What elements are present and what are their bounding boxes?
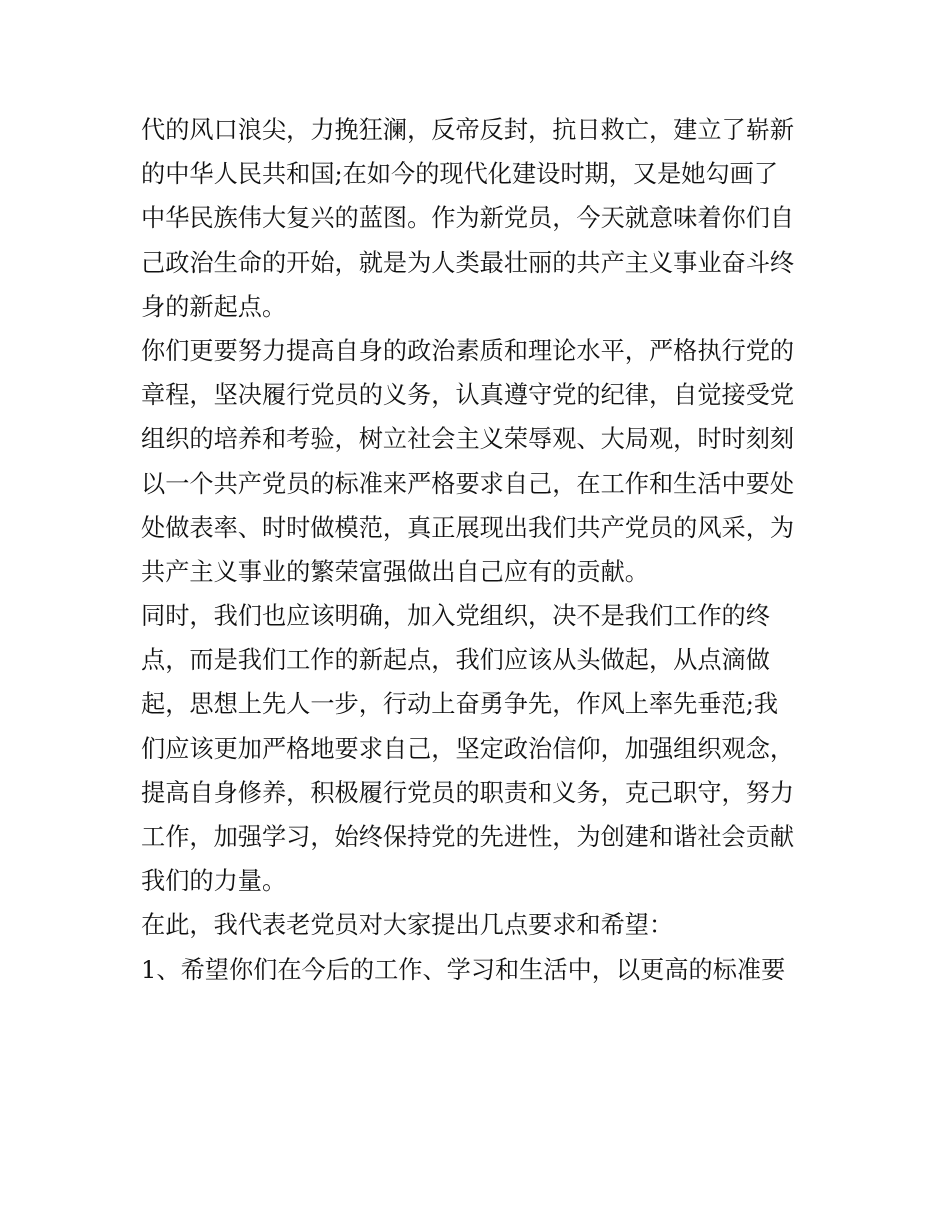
text-line-8: 组织的培养和考验，树立社会主义荣辱观、大局观，时时刻刻 [141, 425, 795, 454]
text-line-12: 同时，我们也应该明确，加入党组织，决不是我们工作的终 [141, 602, 770, 631]
text-line-20: 1、希望你们在今后的工作、学习和生活中，以更高的标准要 [141, 955, 786, 984]
text-line-1: 代的风口浪尖，力挽狂澜，反帝反封，抗日救亡，建立了崭新 [141, 116, 795, 144]
text-line-11: 共产主义事业的繁荣富强做出自己应有的贡献。 [141, 557, 649, 586]
text-line-4: 己政治生命的开始，就是为人类最壮丽的共产主义事业奋斗终 [141, 248, 795, 277]
text-line-10: 处做表率、时时做模范，真正展现出我们共产党员的风采，为 [141, 513, 795, 542]
text-line-16: 提高自身修养，积极履行党员的职责和义务，克己职守，努力 [141, 778, 795, 807]
text-line-14: 起，思想上先人一步，行动上奋勇争先，作风上率先垂范;我 [141, 690, 779, 719]
text-line-18: 我们的力量。 [141, 867, 287, 896]
text-line-9: 以一个共产党员的标准来严格要求自己，在工作和生活中要处 [141, 469, 795, 498]
text-line-7: 章程，坚决履行党员的义务，认真遵守党的纪律，自觉接受党 [141, 381, 795, 410]
text-line-13: 点，而是我们工作的新起点，我们应该从头做起，从点滴做 [141, 646, 770, 675]
text-line-6: 你们更要努力提高自身的政治素质和理论水平，严格执行党的 [141, 336, 795, 365]
text-line-2: 的中华人民共和国;在如今的现代化建设时期，又是她勾画了 [141, 160, 779, 189]
text-line-5: 身的新起点。 [141, 292, 287, 321]
text-line-3: 中华民族伟大复兴的蓝图。作为新党员，今天就意味着你们自 [141, 204, 795, 233]
body-text [141, 108, 821, 992]
text-line-19: 在此，我代表老党员对大家提出几点要求和希望： [141, 911, 674, 940]
text-line-15: 们应该更加严格地要求自己，坚定政治信仰，加强组织观念， [141, 734, 795, 763]
text-line-17: 工作，加强学习，始终保持党的先进性，为创建和谐社会贡献 [141, 823, 795, 851]
